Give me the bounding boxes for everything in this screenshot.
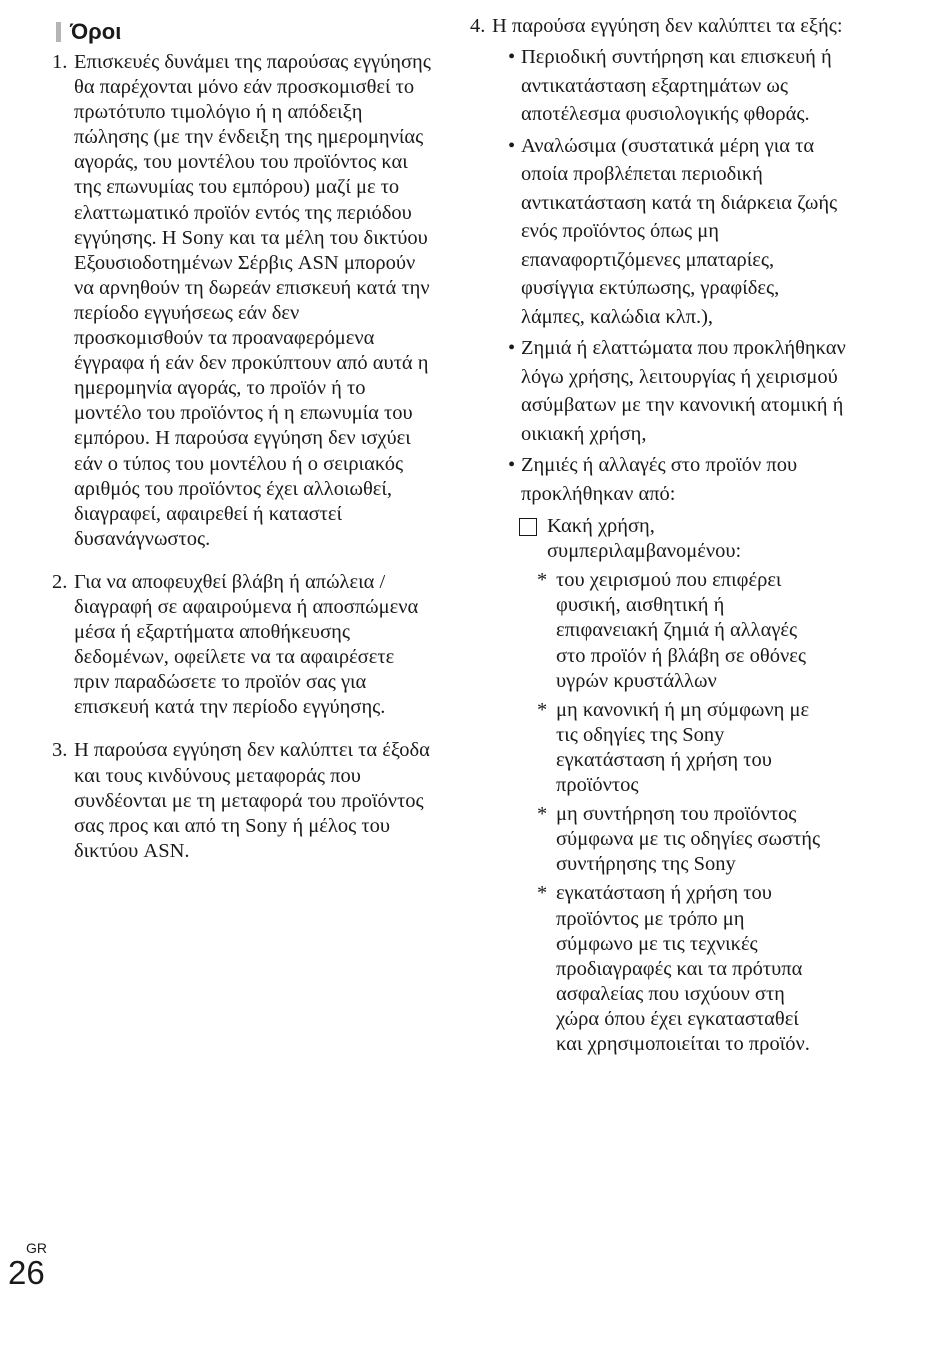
terms-item-3 [52, 738, 432, 863]
bullet-text: Ζημιά ή ελαττώματα που προκλήθηκαν λόγω χρήσης, λειτουργίας ή χειρισμού ασύμβατων με την κανονική ατομική ή οικιακή χρήση, [521, 337, 846, 445]
exclusions-list [508, 43, 848, 1057]
bullet-text: Αναλώσιμα (συστατικά μέρη για τα οποία προβλέπεται περιοδική αντικατάσταση κατά τη διάρκεια ζωής ενός προϊόντος όπως μη επαναφορτιζόμενες μπαταρίες, φυσίγγια εκτύπωσης, γραφίδες, λάμπες, καλώδια κλπ.), [521, 134, 838, 328]
item-text: Η παρούσα εγγύηση δεν καλύπτει τα έξοδα και τους κινδύνους μεταφοράς που συνδέονται με τη μεταφορά του προϊόντος σας προς και από τη Sony ή μέλος του δικτύου ASN. [74, 739, 430, 862]
item-number: 3. [52, 739, 68, 762]
asterisk-icon: * [537, 803, 548, 826]
terms-item-1 [52, 50, 432, 552]
bullet-dot: • [508, 337, 516, 360]
page-number: 26 [8, 1254, 45, 1291]
bullet-dot: • [508, 454, 516, 477]
box-item-text: Κακή χρήση, συμπεριλαμβανομένου: [547, 515, 742, 563]
star-item-text: μη συντήρηση του προϊόντος σύμφωνα με τις οδηγίες σωστής συντήρησης της Sony [556, 803, 821, 876]
star-item-text: εγκατάσταση ή χρήση του προϊόντος με τρόπο μη σύμφωνο με τις τεχνικές προδιαγραφές και τα πρότυπα ασφαλείας που ισχύουν στη χώρα όπου έχει εγκατασταθεί και χρησιμοποιείται το προϊόν. [556, 882, 810, 1055]
heading-bar-marker [56, 22, 61, 42]
bullet-dot: • [508, 46, 516, 69]
asterisk-icon: * [537, 882, 548, 905]
terms-item-4 [470, 14, 850, 39]
misuse-sublist [519, 514, 839, 1057]
section-heading [56, 14, 432, 50]
asterisk-icon: * [537, 569, 548, 592]
item-text: Για να αποφευχθεί βλάβη ή απώλεια / διαγραφή σε αφαιρούμενα ή αποσπώμενα μέσα ή εξαρτήματα αποθήκευσης δεδομένων, οφείλετε να τα αφαιρέσετε πριν παραδώσετε το προϊόν σας για επισκευή κατά την περίοδο εγγύησης. [74, 570, 419, 719]
item-number: 1. [52, 51, 68, 73]
item-text: Η παρούσα εγγύηση δεν καλύπτει τα εξής: [492, 15, 843, 37]
bullet-item [508, 334, 848, 448]
bullet-item [508, 132, 848, 332]
star-item-text: του χειρισμού που επιφέρει φυσική, αισθητική ή επιφανειακή ζημιά ή αλλαγές στο προϊόν ή βλάβη σε οθόνες υγρών κρυστάλλων [556, 569, 806, 692]
item-number: 4. [470, 15, 486, 37]
box-item [519, 514, 839, 564]
bullet-text: Ζημιές ή αλλαγές στο προϊόν που προκλήθηκαν από: [521, 454, 798, 505]
bullet-item [508, 451, 848, 508]
bullet-dot: • [508, 134, 516, 157]
star-item [537, 568, 821, 693]
terms-item-2 [52, 570, 432, 721]
heading-text: Όροι [70, 19, 122, 44]
star-item [537, 881, 821, 1057]
page-language-label: GR [26, 1240, 47, 1256]
star-item [537, 698, 821, 798]
star-item [537, 802, 821, 877]
left-column [52, 14, 432, 864]
bullet-item [508, 43, 848, 129]
item-number: 2. [52, 570, 68, 593]
misuse-details [537, 568, 821, 1057]
item-text: Επισκευές δυνάμει της παρούσας εγγύησης θα παρέχονται μόνο εάν προσκομισθεί το πρωτότυπο τιμολόγιο ή η απόδειξη πώλησης (με την ένδειξη της ημερομηνίας αγοράς, του μοντέλου του προϊόντος και της επωνυμίας του εμπόρου) μαζί με το ελαττωματικό προϊόν εντός της περιόδου εγγύησης. Η Sony και τα μέλη του δικτύου Εξουσιοδοτημένων Σέρβις ASN μπορούν να αρνηθούν τη δωρεάν επισκευή κατά την περίοδο εγγυήσεως εάν δεν προσκομισθούν τα προαναφερόμενα έγγραφα ή εάν δεν προκύπτουν από αυτά η ημερομηνία αγοράς, το προϊόν ή το μοντέλο του προϊόντος ή η επωνυμία του εμπόρου. Η παρούσα εγγύηση δεν ισχύει εάν ο τύπος του μοντέλου ή ο σειριακός αριθμός του προϊόντος έχει αλλοιωθεί, διαγραφεί, αφαιρεθεί ή καταστεί δυσανάγνωστος. [74, 51, 431, 550]
asterisk-icon: * [537, 698, 548, 721]
bullet-text: Περιοδική συντήρηση και επισκευή ή αντικατάσταση εξαρτημάτων ως αποτέλεσμα φυσιολογικής φθοράς. [521, 46, 832, 126]
right-column [470, 14, 850, 1057]
checkbox-square-icon [519, 518, 537, 536]
star-item-text: μη κανονική ή μη σύμφωνη με τις οδηγίες της Sony εγκατάσταση ή χρήση του προϊόντος [556, 698, 810, 797]
